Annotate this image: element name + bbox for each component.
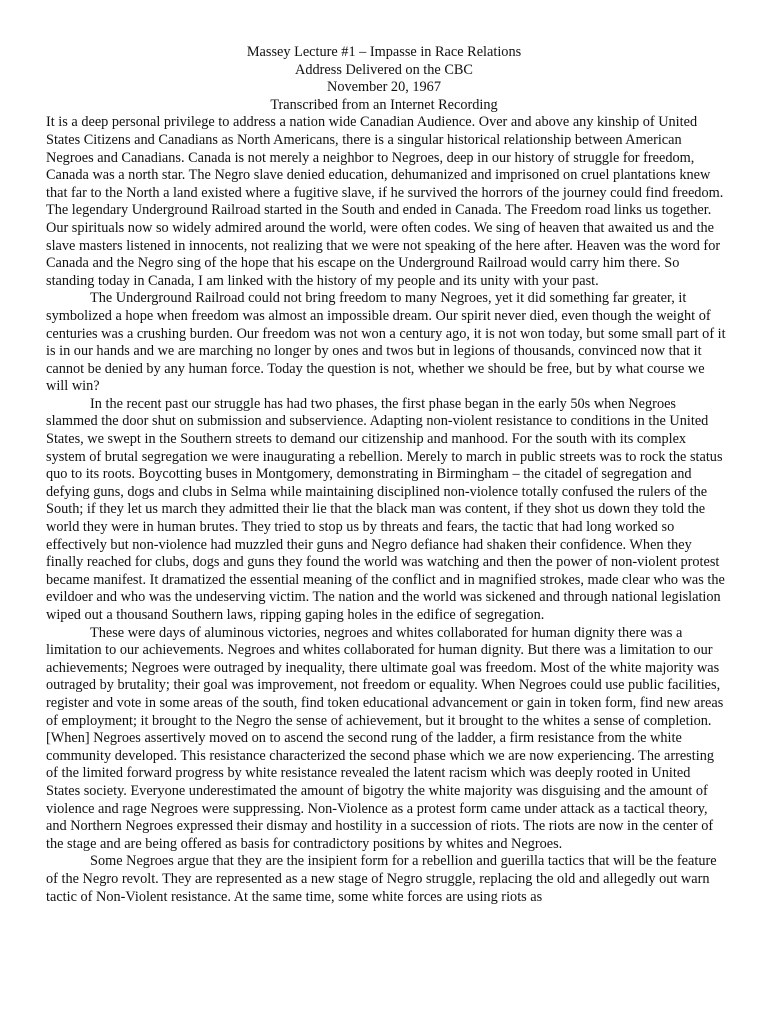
paragraph: It is a deep personal privilege to address a nation wide Canadian Audience. Over and above any kinship of United States Citizens and Canadians as North Americans, there is a singular historical relationship between American Negroes and Canadians. Canada is not merely a neighbor to Negroes, deep in our history of struggle for freedom, Canada was a north star. The Negro slave denied education, dehumanized and imprisoned on cruel plantations knew that far to the North a land existed where a fugitive slave, if he survived the horrors of the journey could find freedom. The legendary Underground Railroad started in the South and ended in Canada. The Freedom road links us together. Our spirituals now so widely admired around the world, were often codes. We sing of heaven that awaited us and the slave masters listened in innocents, not realizing that we were not speaking of the here after. Heaven was the word for Canada and the Negro sing of the hope that his escape on the Underground Railroad would carry him there. So standing today in Canada, I am linked with the history of my people and its unity with your past. [46, 114, 724, 289]
paragraph: In the recent past our struggle has had two phases, the first phase began in the early 50s when Negroes slammed the door shut on submission and subservience. Adapting non-violent resistance to conditions in the United States, we swept in the Southern streets to demand our citizenship and manhood. For the south with its complex system of brutal segregation we were inaugurating a rebellion. Merely to march in public streets was to rock the status quo to its roots. Boycotting buses in Montgomery, demonstrating in Birmingham – the citadel of segregation and defying guns, dogs and clubs in Selma while maintaining disciplined non-violence totally confused the rulers of the South; if they let us march they admitted their lie that the black man was content, if they shot us down they told the world they were in human brutes. They tried to stop us by threats and fears, the tactic that had long worked so effectively but non-violence had muzzled their guns and Negro defiance had shaken their confidence. When they finally reached for clubs, dogs and guns they found the world was watching and then the power of non-violent protest became manifest. It dramatized the essential meaning of the conflict and in magnified strokes, made clear who was the evildoer and who was the undeserving victim. The nation and the world was sickened and through national legislation wiped out a thousand Southern laws, ripping gaping holes in the edifice of segregation. [46, 395, 725, 624]
document-date: November 20, 1967 [327, 79, 441, 96]
paragraph: The Underground Railroad could not bring freedom to many Negroes, yet it did something far greater, it symbolized a hope when freedom was almost an impossible dream. Our spirit never died, even though the weight of centuries was a crushing burden. Our freedom was not won a century ago, it is not won today, but some small part of it is in our hands and we are marching no longer by ones and twos but in legions of thousands, convinced now that it cannot be denied by any human force. Today the question is not, whether we should be free, but by what course we will win? [46, 290, 726, 395]
paragraph: These were days of aluminous victories, negroes and whites collaborated for human dignity there was a limitation to our achievements. Negroes and whites collaborated for human dignity. But there was a limitation to our achievements; Negroes were outraged by inequality, there ultimate goal was freedom. Most of the white majority was outraged by brutality; their goal was improvement, not freedom or equality. When Negroes could use public facilities, register and vote in some areas of the south, find token educational advancement or gain in token form, find new areas of employment; it brought to the Negro the sense of achievement, but it brought to the whites a sense of completion. [When] Negroes assertively moved on to ascend the second rung of the ladder, a firm resistance from the white community developed. This resistance characterized the second phase which we are now experiencing. The arresting of the limited forward progress by white resistance revealed the latent racism which was deeply rooted in United States society. Everyone underestimated the amount of bigotry the white majority was disguising and the amount of violence and rage Negroes were suppressing. Non-Violence as a protest form came under attack as a tactical theory, and Northern Negroes expressed their dismay and hostility in a succession of riots. The riots are now in the center of the stage and are being offered as basis for contradictory positions by whites and Negroes. [46, 624, 724, 852]
paragraph: Some Negroes argue that they are the insipient form for a rebellion and guerilla tactics that will be the feature of the Negro revolt. They are represented as a new stage of Negro struggle, replacing the old and allegedly out warn tactic of Non-Violent resistance. At the same time, some white forces are using riots as [46, 853, 717, 905]
document-body [46, 114, 726, 906]
document-title: Massey Lecture #1 – Impasse in Race Relations [246, 44, 522, 60]
document-subtitle: Address Delivered on the CBC [295, 61, 473, 78]
document-source-note: Transcribed from an Internet Recording [270, 96, 498, 113]
document-header [0, 44, 768, 114]
